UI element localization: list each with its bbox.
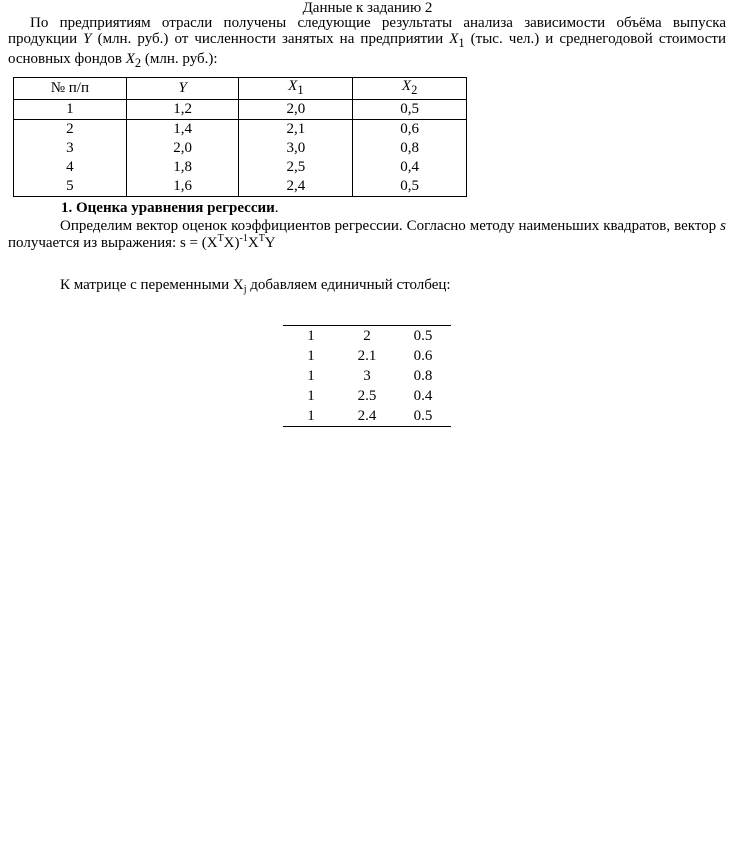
matrix-cell: 1 (307, 367, 315, 384)
table-cell: 2,4 (239, 177, 353, 197)
matrix-cell: 0.4 (413, 387, 433, 404)
matrix-row (283, 406, 451, 427)
intro-text-1: По предприятиям отрасли получены следующие результаты анализа зависимости объёма выпуска продукции (8, 15, 726, 47)
intro-text-2: (млн. руб.) от численности занятых на предприятии (91, 31, 450, 47)
table-cell: 1,8 (126, 158, 239, 177)
document-title: Данные к заданию 2 (302, 0, 433, 16)
table-cell: 1,4 (126, 120, 239, 140)
var-x2: X (125, 51, 135, 67)
table-cell: 0,8 (353, 139, 467, 158)
header-cell-x2: $X_2$ (353, 78, 467, 100)
matrix-cell: 1 (283, 406, 339, 427)
matrix-cell: 2.4 (339, 406, 395, 427)
header-cell-num: № п/п (14, 78, 127, 100)
var-y: Y (83, 31, 92, 47)
matrix-cell: 1 (307, 387, 315, 404)
matrix-cell: 3 (363, 367, 371, 384)
var-x1: X (449, 31, 459, 47)
matrix-cell: 0.5 (395, 406, 451, 427)
section-heading: 1. Оценка уравнения регрессии. (61, 200, 279, 216)
matrix-cell: 0.5 (395, 326, 451, 347)
table-cell: 4 (14, 158, 127, 177)
var-x2-sub: 2 (134, 56, 142, 70)
table-cell: 0,5 (353, 100, 467, 120)
intro-paragraph (8, 15, 726, 71)
matrix-row (283, 386, 451, 406)
table-row (14, 158, 467, 177)
matrix-row (283, 326, 451, 347)
var-x1-sub: 1 (458, 36, 465, 50)
matrix-cell: 1 (307, 347, 315, 364)
matrix-cell: 2.1 (357, 347, 377, 364)
table-row (14, 139, 467, 158)
table-cell: 2,1 (239, 120, 353, 140)
table-cell: 2,5 (239, 158, 353, 177)
table-cell: 2,0 (126, 139, 239, 158)
matrix-row (283, 366, 451, 386)
regression-paragraph: Определим вектор оценок коэффициентов регрессии. Согласно методу наименьших квадратов, вектор s получается из выражения: $s = (X^TX)^{-1}X^TY$ (8, 218, 726, 251)
table-cell: 2 (14, 120, 127, 140)
table-cell: 0,5 (353, 177, 467, 197)
table-cell: 5 (14, 177, 127, 197)
table-row (14, 177, 467, 197)
table-cell: 1 (14, 100, 127, 120)
data-table-header (14, 78, 467, 100)
matrix-cell: 0.8 (413, 367, 433, 384)
intro-text-4: (млн. руб.): (141, 51, 218, 67)
header-cell-y: Y (126, 78, 239, 100)
table-row (14, 100, 467, 120)
matrix-intro-paragraph: К матрице с переменными $X_j$ добавляем единичный столбец: (60, 277, 451, 295)
matrix-cell: 2.5 (357, 387, 377, 404)
section-heading-text: 1. Оценка уравнения регрессии (61, 200, 275, 216)
matrix-row (283, 346, 451, 366)
header-cell-x1: $X_1$ (239, 78, 353, 100)
matrix-cell: 2 (339, 326, 395, 347)
table-row (14, 120, 467, 140)
design-matrix (283, 325, 451, 427)
table-cell: 1,2 (126, 100, 239, 120)
var-s: s (720, 218, 726, 234)
table-cell: 0,6 (353, 120, 467, 140)
table-cell: 2,0 (239, 100, 353, 120)
table-cell: 3,0 (239, 139, 353, 158)
table-cell: 3 (14, 139, 127, 158)
ols-formula: $s = (X^TX)^{-1}X^TY$ (179, 233, 276, 251)
matrix-cell: 0.6 (413, 347, 433, 364)
intro-text-3: (тыс. чел.) и среднегодовой стоимости основных фондов (8, 31, 726, 67)
matrix-cell: 1 (283, 326, 339, 347)
table-cell: 0,4 (353, 158, 467, 177)
table-cell: 1,6 (126, 177, 239, 197)
data-table (13, 77, 467, 197)
